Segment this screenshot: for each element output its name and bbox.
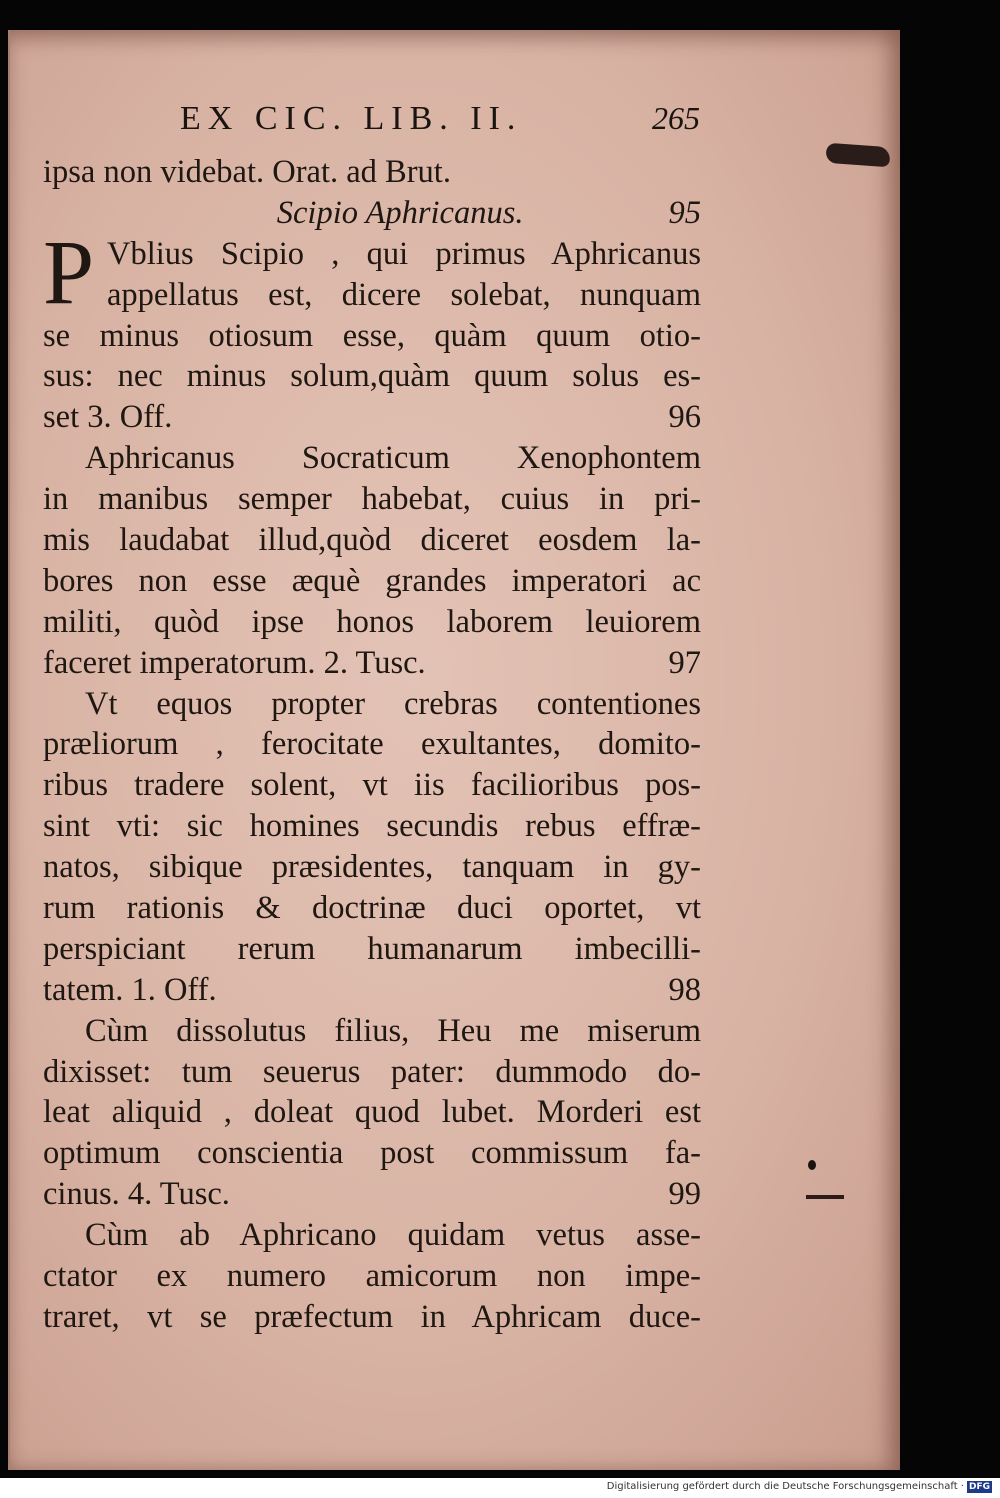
book-page	[8, 30, 900, 1470]
entry-number: 97	[668, 644, 701, 681]
page-text	[43, 152, 701, 1338]
running-title: EX CIC. LIB. II.	[180, 100, 523, 137]
digitization-footer	[0, 1481, 992, 1495]
page-number: 265	[652, 100, 700, 136]
text-line: mis laudabat illud,quòd diceret eosdem la-	[43, 522, 701, 559]
text-line: Aphricanus Socraticum Xenophontem	[85, 440, 701, 477]
text-line: rum rationis & doctrinæ duci oportet, vt	[43, 890, 701, 927]
text-line: Cùm ab Aphricano quidam vetus asse-	[85, 1217, 701, 1254]
text-line: Vt equos propter crebras contentiones	[85, 685, 701, 722]
entry-number: 96	[668, 399, 701, 436]
text-line: bores non esse æquè grandes imperatori ac	[43, 562, 701, 599]
section-heading-row	[43, 193, 701, 234]
text-line: optimum conscientia post commissum fa-	[43, 1135, 701, 1172]
text-line: ribus tradere solent, vt iis facilioribus pos-	[43, 767, 701, 804]
dfg-logo: DFG	[968, 1482, 990, 1492]
text-line: sint vti: sic homines secundis rebus effræ-	[43, 808, 701, 845]
text-line: perspiciant rerum humanarum imbecilli-	[43, 930, 701, 967]
text-fragment: tatem. 1. Off.	[43, 971, 217, 1008]
text-line: se minus otiosum esse, quàm quum otio-	[43, 317, 701, 354]
text-line-with-number	[43, 643, 701, 684]
text-line-with-number	[43, 1174, 701, 1215]
entry-number: 95	[668, 194, 701, 231]
entry-number: 99	[668, 1176, 701, 1213]
text-line: in manibus semper habebat, cuius in pri-	[43, 481, 701, 518]
text-line: militi, quòd ipse honos laborem leuiorem	[43, 603, 701, 640]
text-line-with-number	[43, 970, 701, 1011]
text-line-with-number	[43, 397, 701, 438]
text-fragment: cinus. 4. Tusc.	[43, 1176, 230, 1213]
page-header	[180, 100, 700, 142]
drop-capital: P	[43, 221, 95, 323]
text-fragment: set 3. Off.	[43, 399, 173, 436]
text-line: leat aliquid , doleat quod lubet. Morderi est	[43, 1094, 701, 1131]
ink-dot	[808, 1160, 816, 1170]
text-line: sus: nec minus solum,quàm quum solus es-	[43, 358, 701, 395]
text-line: Vblius Scipio , qui primus Aphricanus	[107, 235, 701, 272]
section-heading: Scipio Aphricanus.	[276, 194, 524, 231]
text-line: appellatus est, dicere solebat, nunquam	[107, 276, 701, 313]
text-line: ipsa non videbat. Orat. ad Brut.	[43, 154, 451, 190]
text-line: Cùm dissolutus filius, Heu me miserum	[85, 1012, 701, 1049]
text-line: natos, sibique præsidentes, tanquam in gy-	[43, 849, 701, 886]
footer-credit: Digitalisierung gefördert durch die Deutsche Forschungsgemeinschaft ·	[606, 1481, 964, 1492]
text-line: traret, vt se præfectum in Aphricam duce-	[43, 1298, 701, 1335]
text-line: præliorum , ferocitate exultantes, domito-	[43, 726, 701, 763]
text-line: ctator ex numero amicorum non impe-	[43, 1258, 701, 1295]
text-line: dixisset: tum seuerus pater: dummodo do-	[43, 1053, 701, 1090]
entry-number: 98	[668, 971, 701, 1008]
ink-mark	[806, 1195, 844, 1199]
text-fragment: faceret imperatorum. 2. Tusc.	[43, 644, 426, 681]
